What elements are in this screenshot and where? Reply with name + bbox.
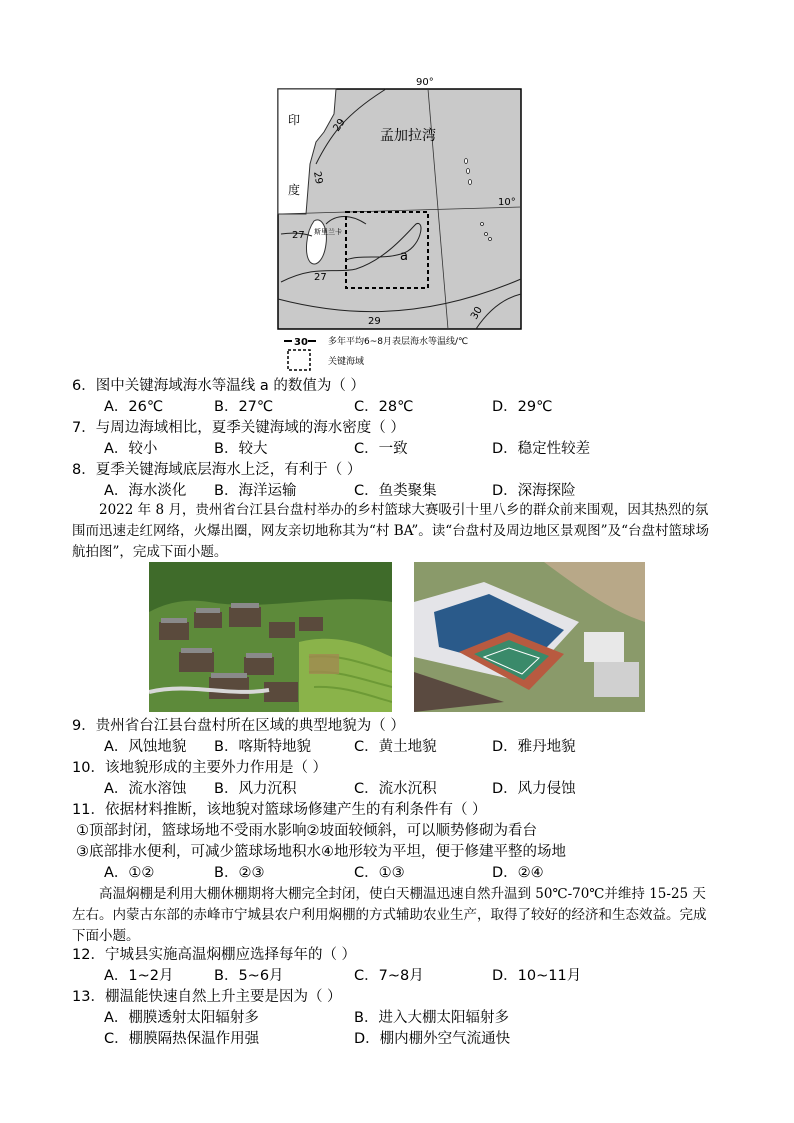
question-10: 10．该地貌形成的主要外力作用是（ ） [72,760,328,776]
q9-option-c: C．黄土地貌 [354,739,437,755]
q12-option-d: D．10~11月 [492,968,582,984]
q6-option-d: D．29℃ [492,399,553,415]
q11-option-a: A．①② [104,865,155,881]
isotherm-27-bottom-label: 27 [314,272,327,283]
question-7: 7．与周边海域相比，夏季关键海域的海水密度（ ） [72,420,405,436]
q6-option-c: C．28℃ [354,399,414,415]
q9-option-d: D．雅丹地貌 [492,739,576,755]
sri-lanka-label-text: 斯里兰卡 [314,228,342,236]
isotherm-29-bottom-label: 29 [368,316,381,327]
q6-option-b: B．27℃ [214,399,274,415]
q10-option-c: C．流水沉积 [354,781,437,797]
legend-isotherm-value: 30 [294,337,308,348]
latitude-10-label: 10° [498,197,516,208]
q8-option-a: A．海水淡化 [104,483,187,499]
question-9: 9．贵州省台江县台盘村所在区域的典型地貌为（ ） [72,718,405,734]
question-11: 11．依据材料推断，该地貌对篮球场修建产生的有利条件有（ ） [72,802,487,818]
legend-isotherm-text: 多年平均6~8月表层海水等温线/℃ [328,337,469,347]
isotherm-30-label: 30 [469,304,485,322]
q8-option-b: B．海洋运输 [214,483,297,499]
q13-option-a: A．棚膜透射太阳辐射多 [104,1010,259,1026]
sea-isotherm-map [276,74,526,374]
q13-option-b: B．进入大棚太阳辐射多 [354,1010,509,1026]
q10-option-b: B．风力沉积 [214,781,297,797]
q9-option-a: A．风蚀地貌 [104,739,187,755]
isotherm-a-label: a [400,249,408,264]
india-label-2: 度 [288,183,301,197]
q8-option-d: D．深海探险 [492,483,576,499]
legend-zone-text: 关键海域 [328,357,365,367]
q11-option-b: B．②③ [214,865,265,881]
question-12: 12．宁城县实施高温焖棚应选择每年的（ ） [72,947,357,963]
q8-option-c: C．鱼类聚集 [354,483,437,499]
passage-cun-ba: 2022 年 8 月，贵州省台江县台盘村举办的乡村篮球大赛吸引十里八乡的群众前来围观，因其热烈的氛围而迅速走红网络，火爆出圈，网友亲切地称其为“村 BA”。读“台盘村及周边地区景观图”及“台盘村篮球场航拍图”，完成下面小题。 [72,502,709,560]
isotherm-29-mid-label: 29 [311,170,325,186]
longitude-90-label: 90° [416,77,434,88]
india-label-1: 印 [288,113,301,127]
village-landscape-photo [149,562,392,712]
q11-item-line-2: ③底部排水便利，可减少篮球场地积水④地形较为平坦，便于修建平整的场地 [76,844,566,860]
isotherm-27-left-label: 27 [292,230,305,241]
question-8: 8．夏季关键海域底层海水上泛，有利于（ ） [72,462,362,478]
q12-option-c: C．7~8月 [354,968,424,984]
q10-option-d: D．风力侵蚀 [492,781,576,797]
q12-option-b: B．5~6月 [214,968,284,984]
isotherm-29-top-label: 29 [331,116,348,134]
passage-greenhouse: 高温焖棚是利用大棚休棚期将大棚完全封闭，使白天棚温迅速自然升温到 50℃-70℃并维持 15-25 天左右。内蒙古东部的赤峰市宁城县农户利用焖棚的方式辅助农业生产，取得了较好的经济和生态效益。完成下面小题。 [72,886,707,944]
q13-option-c: C．棚膜隔热保温作用强 [104,1031,260,1047]
q11-option-d: D．②④ [492,865,544,881]
q7-option-c: C．一致 [354,441,408,457]
q10-option-a: A．流水溶蚀 [104,781,187,797]
q11-option-c: C．①③ [354,865,405,881]
question-13: 13．棚温能快速自然上升主要是因为（ ） [72,989,342,1005]
q6-option-a: A．26℃ [104,399,164,415]
bay-of-bengal-label: 孟加拉湾 [380,128,436,144]
q7-option-b: B．较大 [214,441,268,457]
q13-option-d: D．棚内棚外空气流通快 [354,1031,511,1047]
q12-option-a: A．1~2月 [104,968,174,984]
basketball-court-aerial-photo [414,562,645,712]
q7-option-d: D．稳定性较差 [492,441,591,457]
sri-lanka-label [314,227,342,236]
q11-item-line-1: ①顶部封闭，篮球场地不受雨水影响②坡面较倾斜，可以顺势修砌为看台 [76,823,537,839]
q9-option-b: B．喀斯特地貌 [214,739,311,755]
q7-option-a: A．较小 [104,441,158,457]
question-6: 6．图中关键海域海水等温线 a 的数值为（ ） [72,378,365,394]
